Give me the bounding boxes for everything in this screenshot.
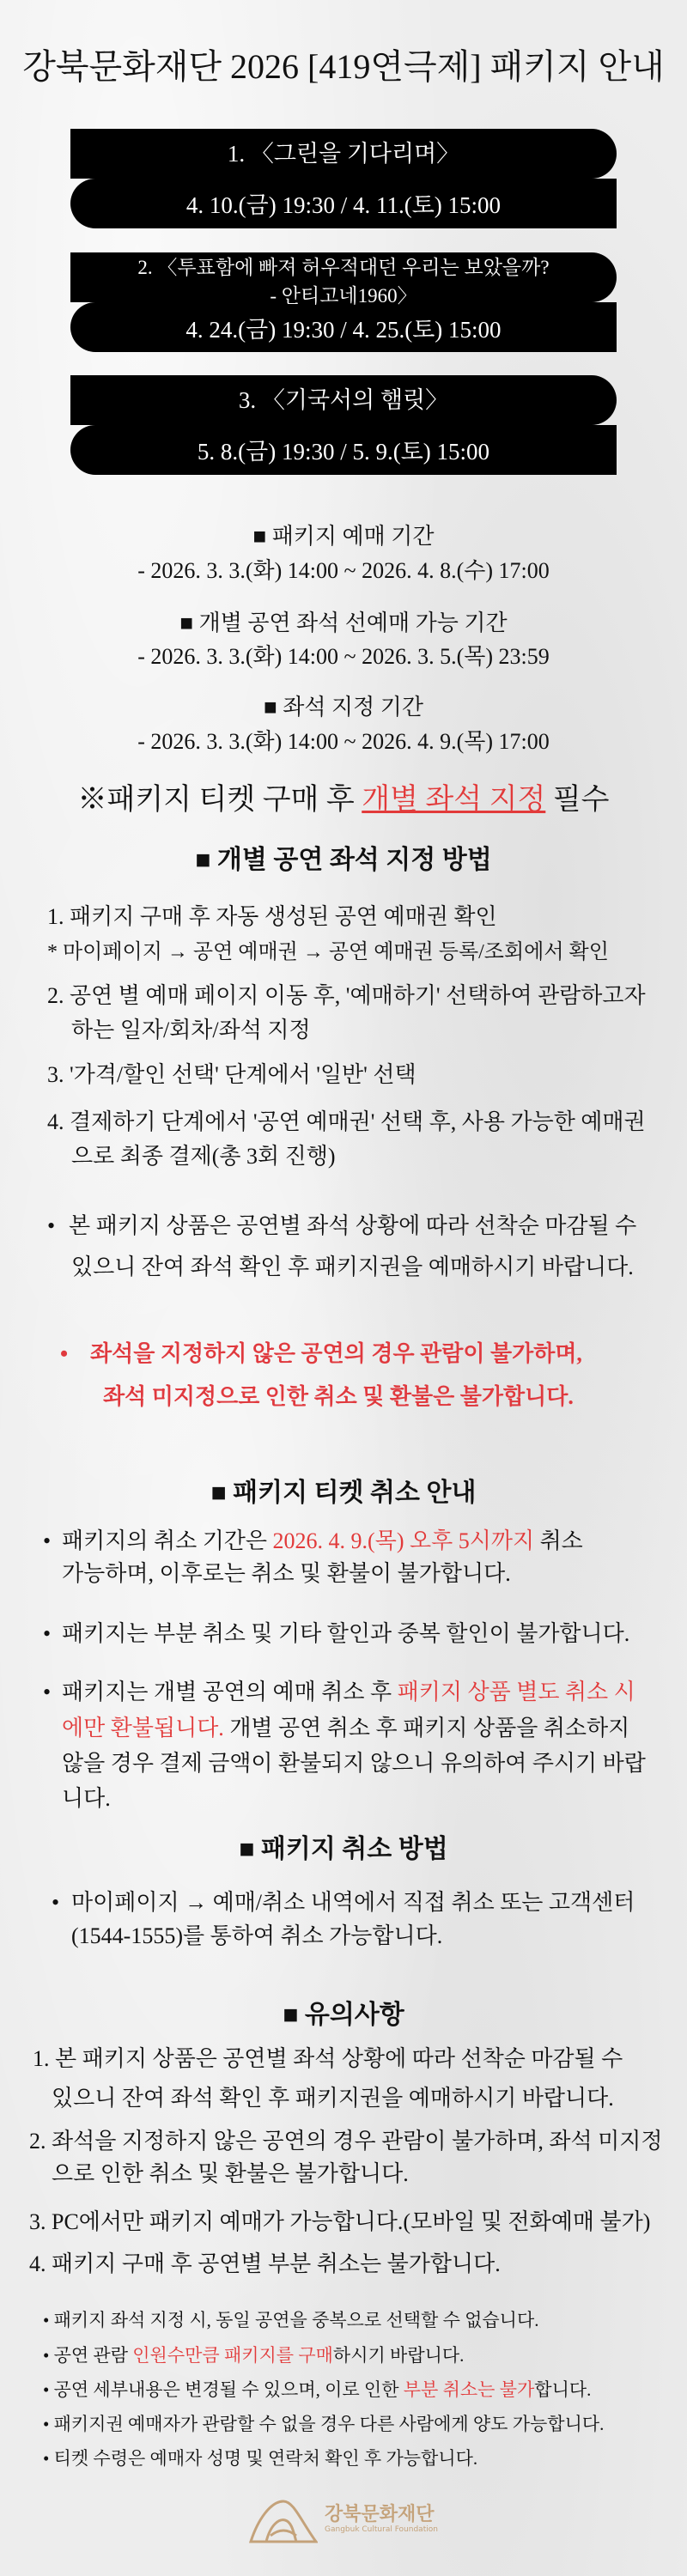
period-value-preseat: - 2026. 3. 3.(화) 14:00 ~ 2026. 3. 5.(목) 23:59	[137, 644, 550, 669]
step-1: 1. 패키지 구매 후 자동 생성된 공연 예매권 확인	[47, 904, 497, 929]
small-note-1: • 패키지 좌석 지정 시, 동일 공연을 중복으로 선택할 수 없습니다.	[43, 2310, 539, 2330]
seat-method-heading: ■ 개별 공연 좌석 지정 방법	[195, 846, 492, 874]
caution-2: 2. 좌석을 지정하지 않은 공연의 경우 관람이 불가하며, 좌석 미지정	[29, 2129, 663, 2154]
cancel-period-cont: 가능하며, 이후로는 취소 및 환불이 불가합니다.	[62, 1561, 511, 1586]
step-2: 2. 공연 별 예매 페이지 이동 후, '예매하기' 선택하여 관람하고자	[47, 983, 646, 1008]
seat-required-notice	[0, 786, 687, 815]
text: 공연 세부내용은 변경될 수 있으며, 이로 인한	[53, 2379, 404, 2400]
show-1-name: 1. 〈그린을 기다리며〉	[227, 141, 460, 167]
bullet-icon: •	[43, 1621, 52, 1646]
cancel-method-line2: (1544-1555)를 통하여 취소 가능합니다.	[71, 1923, 443, 1948]
text: 패키지의 취소 기간은	[62, 1528, 273, 1553]
refund-highlight: 패키지 상품 별도 취소 시	[397, 1680, 635, 1704]
cancel-period	[62, 1530, 583, 1552]
cancel-deadline: 2026. 4. 9.(목) 오후 5시까지	[272, 1528, 535, 1553]
refund-highlight-cont: 에만 환불됩니다.	[62, 1716, 224, 1741]
logo-mountain-icon	[249, 2494, 318, 2546]
step-1-note: * 마이페이지 → 공연 예매권 → 공연 예매권 등록/조회에서 확인	[47, 941, 609, 963]
text: 개별 공연 취소 후 패키지 상품을 취소하지	[223, 1716, 630, 1741]
highlight: 인원수만큼 패키지를 구매	[132, 2345, 333, 2366]
small-note-5: • 티켓 수령은 예매자 성명 및 연락처 확인 후 가능합니다.	[43, 2448, 478, 2469]
period-heading-package: ■ 패키지 예매 기간	[252, 524, 435, 549]
small-note-3: • 공연 세부내용은 변경될 수 있으며, 이로 인한 부분 취소는 불가합니다.	[43, 2379, 592, 2400]
show-2-name-line2: - 안티고네1960〉	[270, 285, 417, 307]
refund-note-line3: 않을 경우 결제 금액이 환불되지 않으니 유의하여 주시기 바랍	[62, 1751, 646, 1776]
period-value-seat: - 2026. 3. 3.(화) 14:00 ~ 2026. 4. 9.(목) 17:00	[137, 729, 550, 754]
logo-name: 강북문화재단	[325, 2504, 435, 2525]
page-title: 강북문화재단 2026 [419연극제] 패키지 안내	[22, 47, 665, 86]
show-3-schedule: 5. 8.(금) 19:30 / 5. 9.(토) 15:00	[197, 439, 490, 465]
step-2-cont: 하는 일자/회차/좌석 지정	[71, 1018, 311, 1042]
bullet-icon: •	[43, 1528, 52, 1553]
text: 패키지권 예매자가 관람할 수 없을 경우 다른 사람에게 양도 가능합니다.	[53, 2414, 605, 2434]
small-note-2: • 공연 관람 인원수만큼 패키지를 구매하시기 바랍니다.	[43, 2345, 465, 2366]
cancel-info-heading: ■ 패키지 티켓 취소 안내	[210, 1479, 477, 1507]
text: 합니다.	[534, 2379, 592, 2400]
refund-note	[62, 1681, 635, 1704]
caution-4: 4. 패키지 구매 후 공연별 부분 취소는 불가합니다.	[29, 2251, 501, 2276]
bullet-icon: •	[52, 1890, 60, 1915]
text: 티켓 수령은 예매자 성명 및 연락처 확인 후 가능합니다.	[53, 2448, 478, 2469]
notice-text: ※패키지 티켓 구매 후	[77, 784, 362, 816]
show-2-name: 2. 〈투표함에 빠져 허우적대던 우리는 보았을까?	[137, 257, 550, 278]
bullet-icon: •	[47, 1213, 56, 1238]
show-3-name: 3. 〈기국서의 햄릿〉	[238, 387, 449, 413]
step-3: 3. '가격/할인 선택' 단계에서 '일반' 선택	[47, 1062, 416, 1087]
text: 패키지는 개별 공연의 예매 취소 후	[62, 1680, 398, 1704]
notice-text-end: 필수	[545, 784, 610, 816]
no-partial-cancel: 패키지는 부분 취소 및 기타 할인과 중복 할인이 불가합니다.	[62, 1621, 630, 1646]
period-heading-seat: ■ 좌석 지정 기간	[264, 695, 423, 720]
availability-note-cont: 있으니 잔여 좌석 확인 후 패키지권을 예매하시기 바랍니다.	[71, 1255, 634, 1279]
small-note-4: • 패키지권 예매자가 관람할 수 없을 경우 다른 사람에게 양도 가능합니다.	[43, 2414, 605, 2434]
notice-highlight: 개별 좌석 지정	[362, 784, 546, 816]
caution-3: 3. PC에서만 패키지 예매가 가능합니다.(모바일 및 전화예매 불가)	[29, 2209, 651, 2234]
seat-warning-cont: 좌석 미지정으로 인한 취소 및 환불은 불가합니다.	[103, 1384, 574, 1409]
refund-note-line2	[62, 1717, 629, 1740]
foundation-logo	[249, 2494, 447, 2546]
availability-note: 본 패키지 상품은 공연별 좌석 상황에 따라 선착순 마감될 수	[69, 1213, 637, 1238]
step-4: 4. 결제하기 단계에서 '공연 예매권' 선택 후, 사용 가능한 예매권	[47, 1109, 646, 1134]
cancel-method-heading: ■ 패키지 취소 방법	[239, 1835, 448, 1863]
show-2-schedule: 4. 24.(금) 19:30 / 4. 25.(토) 15:00	[185, 317, 502, 343]
period-value-package: - 2026. 3. 3.(화) 14:00 ~ 2026. 4. 8.(수) 17:00	[137, 558, 550, 583]
period-heading-preseat: ■ 개별 공연 좌석 선예매 가능 기간	[179, 611, 508, 635]
caution-2-cont: 으로 인한 취소 및 환불은 불가합니다.	[52, 2161, 409, 2186]
cautions-heading: ■ 유의사항	[283, 2001, 404, 2029]
text: 취소	[534, 1528, 583, 1553]
refund-note-line4: 니다.	[62, 1786, 111, 1811]
caution-1: 1. 본 패키지 상품은 공연별 좌석 상황에 따라 선착순 마감될 수	[33, 2046, 623, 2071]
step-4-cont: 으로 최종 결제(총 3회 진행)	[71, 1144, 336, 1169]
text: 패키지 좌석 지정 시, 동일 공연을 중복으로 선택할 수 없습니다.	[53, 2310, 539, 2330]
highlight: 부분 취소는 불가	[403, 2379, 535, 2400]
cancel-method-line1: 마이페이지 → 예매/취소 내역에서 직접 취소 또는 고객센터	[71, 1890, 635, 1915]
seat-warning: 좌석을 지정하지 않은 공연의 경우 관람이 불가하며,	[90, 1341, 582, 1366]
text: 공연 관람	[53, 2345, 133, 2366]
bullet-icon: •	[60, 1341, 69, 1366]
show-1-schedule: 4. 10.(금) 19:30 / 4. 11.(토) 15:00	[185, 192, 502, 218]
caution-1-cont: 있으니 잔여 좌석 확인 후 패키지권을 예매하시기 바랍니다.	[52, 2086, 614, 2111]
logo-subtitle: Gangbuk Cultural Foundation	[325, 2525, 438, 2534]
text: 하시기 바랍니다.	[332, 2345, 465, 2366]
bullet-icon: •	[43, 1680, 52, 1704]
